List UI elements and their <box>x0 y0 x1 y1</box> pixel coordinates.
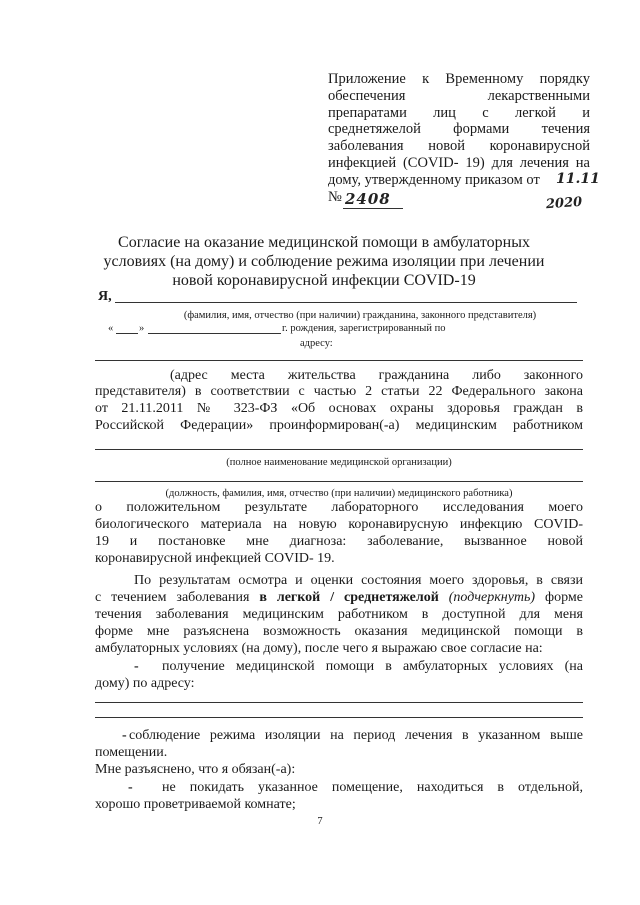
address-caption: (адрес места жительства гражданина либо законного <box>170 368 583 383</box>
position-caption: (должность, фамилия, имя, отчество (при наличии) медицинского работника) <box>165 488 513 499</box>
fio-line <box>115 302 577 303</box>
appendix-line: препаратами лиц с легкой и <box>328 104 590 121</box>
body-line: 19 и постановке мне диагноза: заболевание, вызванное новой <box>95 534 583 549</box>
birth-day-line <box>116 333 138 334</box>
appendix-line: инфекцией (COVID- 19) для лечения на <box>328 154 590 171</box>
bullet-text: соблюдение режима изоляции на период лечения в указанном выше <box>129 728 583 743</box>
appendix-number-label: № <box>328 188 342 205</box>
body-line: течения заболевания медицинским работником в доступной для меня <box>95 607 583 622</box>
bullet-dash: - <box>134 659 139 674</box>
title-line: условиях (на дому) и соблюдение режима изоляции при лечении <box>103 253 545 270</box>
body-line-severity <box>95 590 583 606</box>
page-number: 7 <box>317 816 323 827</box>
appendix-line: обеспечения лекарственными <box>328 87 590 104</box>
body-line: представителя) в соответствии с частью 2 статьи 22 Федерального закона <box>95 384 583 399</box>
bullet-dash: - <box>122 728 127 743</box>
bullet-text-cont: помещении. <box>95 745 168 760</box>
body-line: о положительном результате лабораторного исследования моего <box>95 500 583 515</box>
birth-text: г. рождения, зарегистрированный по <box>282 323 446 334</box>
document-title <box>96 233 552 290</box>
body-line: от 21.11.2011 № 323-ФЗ «Об основах охраны здоровья граждан в <box>95 401 583 416</box>
body-line: форме мне разъяснена возможность оказания медицинской помощи в <box>95 624 583 639</box>
body-line: коронавирусной инфекцией COVID- 19. <box>95 551 335 566</box>
underline-instruction: (подчеркнуть) <box>438 590 536 605</box>
bullet-text-cont: хорошо проветриваемой комнате; <box>95 797 296 812</box>
address-label: адресу: <box>300 338 333 349</box>
quote-close: » <box>139 323 145 334</box>
body-line: биологического материала на новую коронавирусную инфекцию COVID- <box>95 517 583 532</box>
birth-year-line <box>148 333 281 334</box>
title-line: Согласие на оказание медицинской помощи в амбулаторных <box>118 234 530 251</box>
appendix-line: дому, утвержденному приказом от <box>328 171 540 188</box>
handwritten-order-number: 2408 <box>345 190 391 208</box>
handwritten-date-year: 2020 <box>545 194 583 213</box>
handwritten-date-top: 11.11 <box>556 171 600 187</box>
appendix-line: Приложение к Временному порядку <box>328 71 590 87</box>
body-line: амбулаторных условиях (на дому), после чего я выражаю свое согласие на: <box>95 641 543 656</box>
body-line: Российской Федерации» проинформирован(-а) медицинским работником <box>95 418 583 433</box>
appendix-line: среднетяжелой формами течения <box>328 121 590 138</box>
position-line <box>95 481 583 482</box>
treatment-address-line-2 <box>95 717 583 718</box>
fio-caption: (фамилия, имя, отчество (при наличии) гражданина, законного представителя) <box>183 310 537 321</box>
address-line <box>95 360 583 361</box>
organization-line <box>95 449 583 450</box>
appendix-header <box>328 71 590 205</box>
obligations-intro: Мне разъяснено, что я обязан(-а): <box>95 762 296 777</box>
body-line: По результатам осмотра и оценки состояния моего здоровья, в связи <box>134 573 583 588</box>
severity-prefix: с течением заболевания <box>95 590 260 605</box>
order-number-underline <box>343 208 403 209</box>
severity-suffix: форме <box>535 590 583 605</box>
title-line: новой коронавирусной инфекции COVID-19 <box>172 272 476 289</box>
bullet-text-cont: дому) по адресу: <box>95 676 195 691</box>
bullet-text: не покидать указанное помещение, находиться в отдельной, <box>162 780 583 795</box>
organization-caption: (полное наименование медицинской организации) <box>226 457 452 468</box>
treatment-address-line <box>95 702 583 703</box>
bullet-dash: - <box>128 780 133 795</box>
i-label: Я, <box>98 289 112 304</box>
bullet-text: получение медицинской помощи в амбулаторных условиях (на <box>162 659 583 674</box>
severity-options: в легкой / среднетяжелой <box>259 590 439 605</box>
quote-open: « <box>108 323 114 334</box>
appendix-line: заболевания новой коронавирусной <box>328 138 590 155</box>
